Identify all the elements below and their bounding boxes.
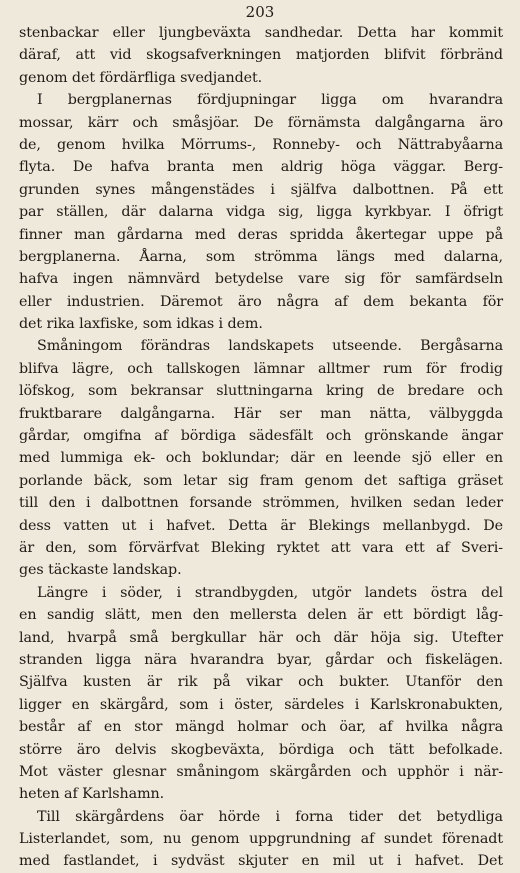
text-line: däraf, att vid skogsafverkningen matjorden blifvit förbränd	[19, 47, 503, 64]
text-line: hafva ingen nämnvärd betydelse vare sig för samfärdseln	[19, 271, 503, 288]
text-line: Listerlandet, som, nu genom uppgrundning af sundet förenadt	[19, 831, 503, 848]
text-line: med lummiga ek- och boklundar; där en leende sjö eller en	[19, 450, 503, 467]
text-line: Småningom förändras landskapets utseende. Bergåsarna	[37, 338, 503, 355]
text-line: med fastlandet, i sydväst skjuter en mil ut i hafvet. Det	[19, 853, 503, 870]
text-line: till den i dalbottnen forsande strömmen, hvilken sedan leder	[19, 495, 503, 512]
text-line: porlande bäck, som letar sig fram genom det saftiga gräset	[19, 472, 503, 489]
text-line: flyta. De hafva branta men aldrig höga väggar. Berg-	[19, 159, 503, 176]
text-line: större äro delvis skogbeväxta, bördiga och tätt befolkade.	[19, 741, 503, 758]
text-line: Längre i söder, i strandbygden, utgör landets östra del	[37, 584, 503, 601]
text-line: ges täckaste landskap.	[19, 562, 182, 579]
text-line: Till skärgårdens öar hörde i forna tider det betydliga	[37, 808, 503, 825]
text-line: ligger en skärgård, som i öster, särdeles i Karlskronabukten,	[19, 696, 503, 713]
text-line: bergplanerna. Åarna, som strömma längs med dalarna,	[19, 248, 503, 265]
text-line: fruktbarare dalgångarna. Här ser man nätta, välbyggda	[19, 405, 503, 422]
text-line: par ställen, där dalarna vidga sig, ligga kyrkbyar. I öfrigt	[19, 204, 503, 221]
text-line: land, hvarpå små bergkullar här och där höja sig. Utefter	[19, 629, 503, 646]
text-line: stranden ligga nära hvarandra byar, gårdar och fiskelägen.	[19, 651, 503, 668]
text-line: de, genom hvilka Mörrums-, Ronneby- och Nättrabyåarna	[19, 136, 503, 153]
page-number: 203	[245, 3, 275, 21]
text-line: en sandig slätt, men den mellersta delen är ett bördigt låg-	[19, 607, 503, 624]
text-line: Mot väster glesnar småningom skärgården och upphör i när-	[19, 763, 503, 780]
text-line: det rika laxfiske, som idkas i dem.	[19, 316, 263, 333]
text-line: mossar, kärr och småsjöar. De förnämsta dalgångarna äro	[19, 114, 503, 131]
text-line: I bergplanernas fördjupningar ligga om hvarandra	[37, 92, 503, 109]
text-line: Själfva kusten är rik på vikar och bukter. Utanför den	[19, 674, 503, 691]
text-line: löfskog, som bekransar sluttningarna kring de bredare och	[19, 383, 503, 400]
text-line: är den, som förvärfvat Bleking ryktet att vara ett af Sveri-	[19, 539, 503, 556]
text-line: grunden synes mångenstädes i själfva dalbottnen. På ett	[19, 181, 503, 198]
text-line: eller industrien. Däremot äro några af dem bekanta för	[19, 293, 503, 310]
text-line: stenbackar eller ljungbeväxta sandhedar. Detta har kommit	[19, 25, 503, 41]
text-line: dess vatten ut i hafvet. Detta är Blekings mellanbygd. De	[19, 517, 503, 534]
text-line: finner man gårdarna med deras spridda åkertegar uppe på	[19, 226, 503, 243]
text-line: heten af Karlshamn.	[19, 786, 165, 803]
text-line: består af en stor mängd holmar och öar, af hvilka några	[19, 719, 503, 736]
body-text	[19, 22, 503, 873]
text-line: genom det fördärfliga svedjandet.	[19, 69, 263, 86]
text-line: blifva lägre, och tallskogen lämnar alltmer rum för frodig	[19, 360, 503, 377]
text-line: gårdar, omgifna af bördiga sädesfält och grönskande ängar	[19, 428, 503, 445]
